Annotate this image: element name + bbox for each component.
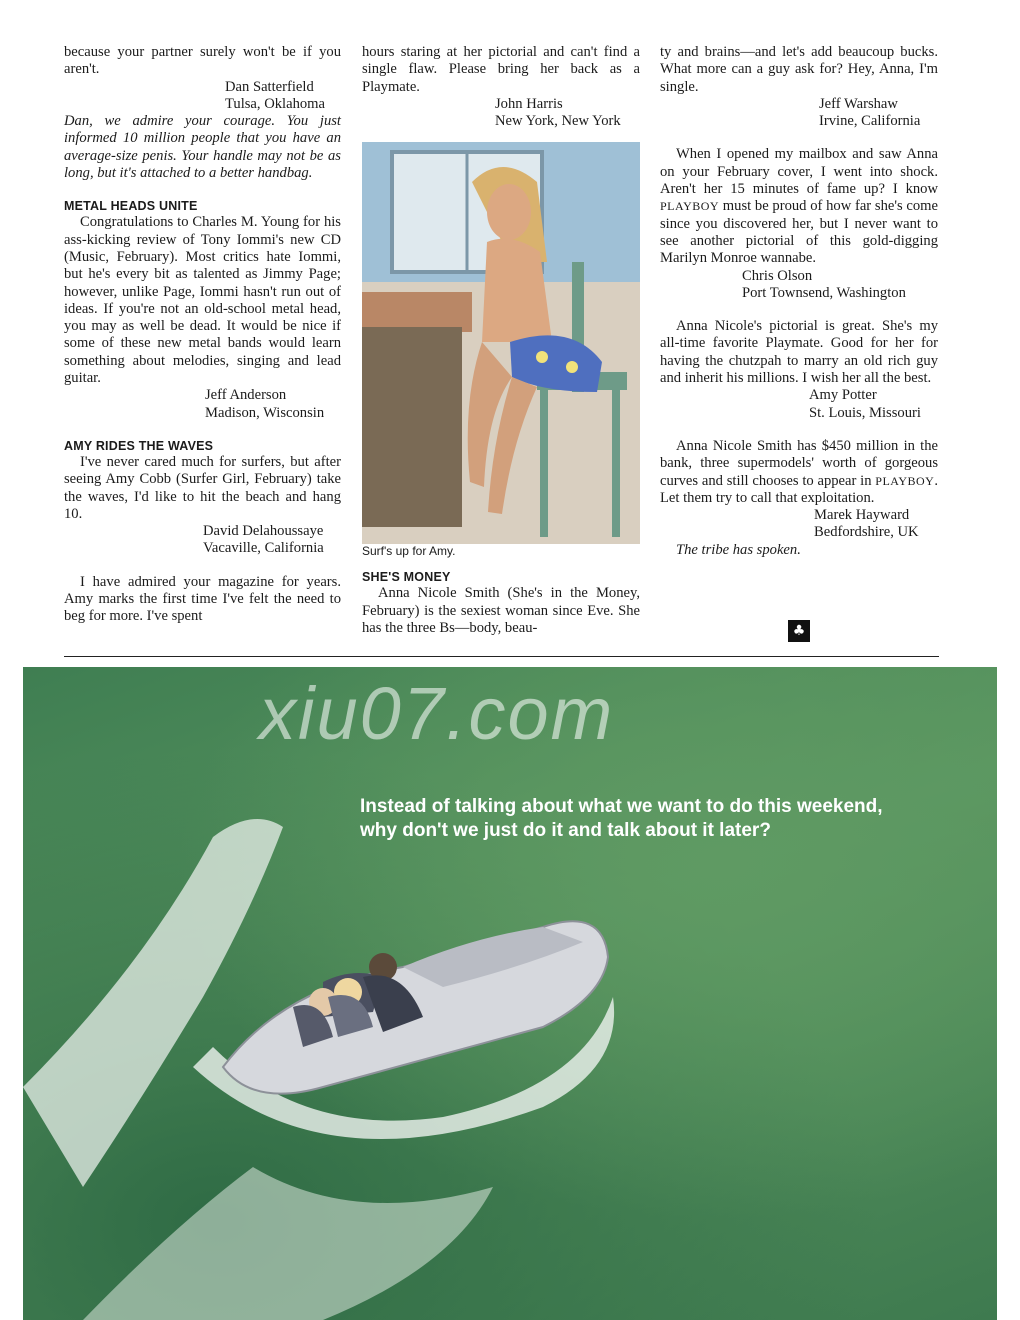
letter-money: Anna Nicole Smith (She's in the Money, February) is the sexiest woman since Eve. She has the three Bs—body, beau- bbox=[362, 585, 640, 637]
letter-mailbox: When I opened my mailbox and saw Anna on your February cover, I went into shock. Aren't her 15 minutes of fame up? I know PLAYBOY must be proud of how far she's come since you discovered her, but I never want to see another pictorial of this gold-digging Marilyn Monroe wannabe. bbox=[660, 146, 938, 267]
brand-name: PLAYBOY bbox=[660, 199, 720, 214]
signature-name: Amy Potter bbox=[809, 387, 877, 404]
signature-place: Vacaville, California bbox=[203, 540, 324, 557]
page-divider bbox=[64, 656, 939, 657]
signature-jeff-anderson bbox=[64, 387, 341, 422]
signature-place: Port Townsend, Washington bbox=[742, 284, 906, 301]
signature-name: Marek Hayward bbox=[814, 507, 910, 524]
signature-place: New York, New York bbox=[495, 113, 621, 130]
letter-intro: because your partner surely won't be if you aren't. bbox=[64, 44, 341, 78]
ad-headline-line-1: Instead of talking about what we want to do this weekend, bbox=[360, 796, 883, 817]
rabbit-head-logo-icon: ♣ bbox=[788, 620, 810, 642]
signature-place: Bedfordshire, UK bbox=[814, 524, 919, 541]
letter-continued: hours staring at her pictorial and can't find a single flaw. Please bring her back as a Playmate. bbox=[362, 44, 640, 95]
signature-place: Irvine, California bbox=[819, 113, 921, 130]
letter-anna-great: Anna Nicole's pictorial is great. She's my all-time favorite Playmate. Good for her for having the chutzpah to marry an old rich guy and inherit his millions. I wish her all the best. bbox=[660, 318, 938, 387]
signature-name: Jeff Warshaw bbox=[819, 95, 898, 112]
signature-place: St. Louis, Missouri bbox=[809, 404, 921, 421]
heading-metal-heads: METAL HEADS UNITE bbox=[64, 199, 198, 214]
signature-jeff-warshaw bbox=[660, 96, 938, 131]
watercraft-illustration bbox=[23, 667, 997, 1320]
editor-reply: The tribe has spoken. bbox=[676, 541, 801, 558]
letter-admire: I have admired your magazine for years. Amy marks the first time I've felt the need to beg for more. I've spent bbox=[64, 573, 341, 625]
signature-marek bbox=[660, 507, 938, 542]
heading-shes-money: SHE'S MONEY bbox=[362, 570, 451, 585]
brand-name: PLAYBOY bbox=[875, 473, 935, 488]
signature-place: Madison, Wisconsin bbox=[205, 404, 325, 421]
photo-illustration bbox=[362, 142, 640, 544]
signature-name: David Delahoussaye bbox=[203, 523, 324, 540]
signature-name: John Harris bbox=[495, 95, 563, 112]
advertisement bbox=[23, 667, 997, 1320]
photo-caption: Surf's up for Amy. bbox=[362, 544, 456, 559]
signature-chris-olson bbox=[660, 268, 938, 303]
letter-amy: I've never cared much for surfers, but after seeing Amy Cobb (Surfer Girl, February) take the waves, I'd like to hit the beach and hang 10. bbox=[64, 453, 341, 522]
ad-headline bbox=[360, 795, 960, 843]
letters-column-2 bbox=[362, 44, 640, 637]
letter-anna-millions: Anna Nicole Smith has $450 million in the bank, three supermodels' worth of gorgeous curves and still chooses to appear in PLAYBOY. Let them try to call that exploitation. bbox=[660, 437, 938, 506]
letter-metal: Congratulations to Charles M. Young for his ass-kicking review of Tony Iommi's new CD (Music, February). Most critics hate Iommi, but he's every bit as talented as Jimmy Page; however, unlike Page, Iommi hasn't run out of ideas. If you're not an old-school metal head, you may as well be dead. It would be nice if some of these new metal bands would learn something about melodies, singing and lead guitar. bbox=[64, 214, 341, 387]
signature-name: Chris Olson bbox=[742, 267, 813, 284]
pictorial-photo bbox=[362, 142, 640, 544]
signature-amy-potter bbox=[660, 387, 938, 422]
letters-column-1 bbox=[64, 44, 341, 626]
signature-david bbox=[64, 523, 341, 558]
editor-reply: Dan, we admire your courage. You just informed 10 million people that you have an average-size penis. Your handle may not be as long, but it's attached to a better handbag. bbox=[64, 113, 341, 182]
ad-headline-line-2: why don't we just do it and talk about it later? bbox=[360, 820, 771, 841]
watermark: xiu07.com bbox=[259, 672, 615, 755]
signature-john-harris bbox=[362, 96, 640, 131]
signature-name: Dan Satterfield bbox=[225, 78, 314, 95]
signature-place: Tulsa, Oklahoma bbox=[225, 95, 325, 112]
signature-name: Jeff Anderson bbox=[205, 387, 287, 404]
heading-amy-rides: AMY RIDES THE WAVES bbox=[64, 438, 214, 453]
letters-column-3 bbox=[660, 44, 938, 559]
signature-dan bbox=[64, 79, 341, 114]
letter-continued: ty and brains—and let's add beaucoup bucks. What more can a guy ask for? Hey, Anna, I'm single. bbox=[660, 44, 938, 95]
